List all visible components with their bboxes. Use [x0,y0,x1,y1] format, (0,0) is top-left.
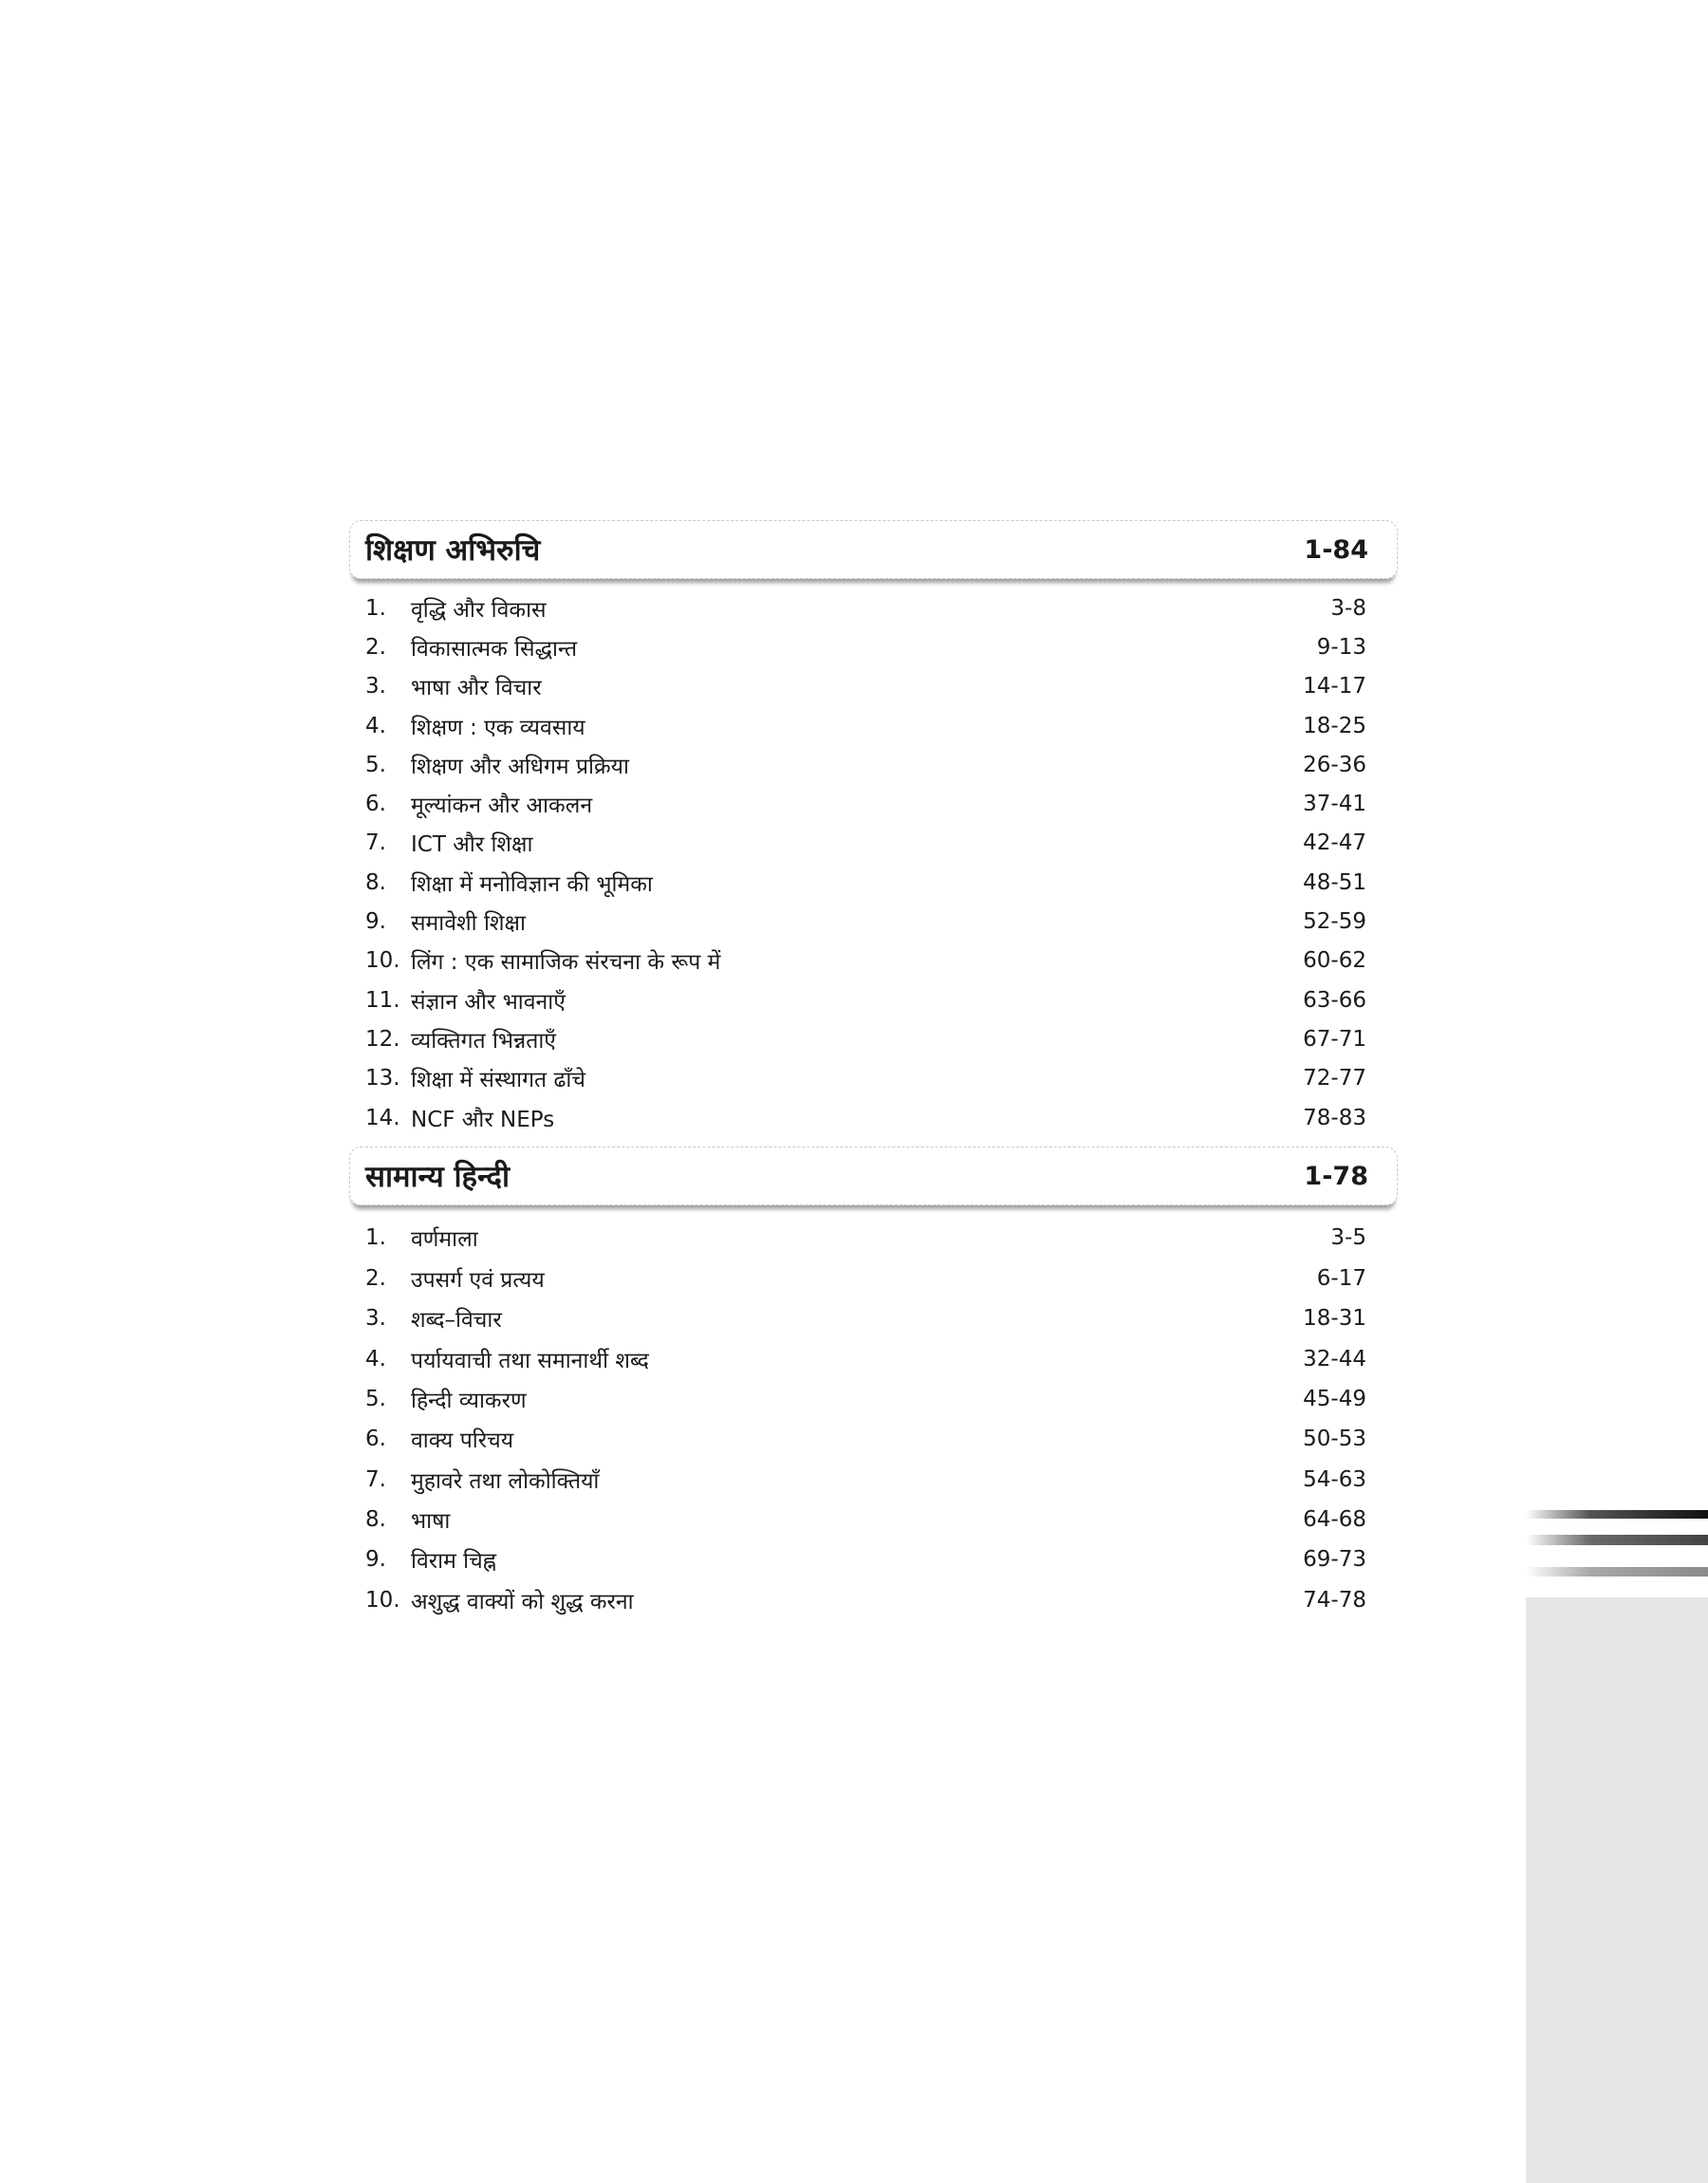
chapter-entry [349,1460,1398,1500]
chapter-title: शिक्षा में मनोविज्ञान की भूमिका [411,871,653,897]
decorative-bar [1526,1567,1708,1577]
chapter-title: विकासात्मक सिद्धान्त [411,636,578,662]
chapter-entry [349,1338,1398,1378]
chapter-entry [349,1500,1398,1539]
chapter-number: 5. [365,1386,386,1411]
chapter-pages: 50-53 [1303,1427,1366,1452]
chapter-number: 2. [365,1265,386,1291]
chapter-number: 2. [365,634,386,660]
section-header [349,520,1398,579]
chapter-pages: 60-62 [1303,948,1366,974]
chapter-entry [349,745,1398,784]
chapter-title: हिन्दी व्याकरण [411,1388,527,1413]
chapter-entry [349,980,1398,1019]
chapter-entry [349,1379,1398,1419]
chapter-entry [349,942,1398,980]
section-page-range: 1-78 [1304,1161,1368,1191]
section-title: सामान्य हिन्दी [365,1160,511,1195]
chapter-entry [349,667,1398,706]
chapter-number: 12. [365,1026,400,1052]
chapter-number: 13. [365,1066,400,1092]
chapter-title: विराम चिह्न [411,1549,497,1575]
chapter-pages: 18-31 [1303,1306,1366,1332]
chapter-number: 3. [365,1306,386,1332]
table-of-contents [349,520,1398,1620]
chapter-title: मूल्यांकन और आकलन [411,793,593,819]
chapter-entry [349,1059,1398,1098]
chapter-list [349,588,1398,1137]
chapter-number: 4. [365,1346,386,1371]
chapter-entry [349,1580,1398,1620]
chapter-title: ICT और शिक्षा [411,832,533,858]
chapter-number: 6. [365,792,386,817]
chapter-entry [349,1259,1398,1298]
chapter-entry [349,1298,1398,1338]
chapter-pages: 6-17 [1316,1265,1366,1291]
chapter-number: 8. [365,869,386,895]
chapter-pages: 78-83 [1303,1105,1366,1130]
chapter-pages: 52-59 [1303,909,1366,935]
decorative-bar [1526,1535,1708,1545]
chapter-title: भाषा [411,1509,451,1535]
chapter-title: शिक्षण और अधिगम प्रक्रिया [411,754,629,779]
chapter-number: 11. [365,987,400,1013]
chapter-pages: 45-49 [1303,1386,1366,1411]
chapter-number: 5. [365,752,386,777]
chapter-title: उपसर्ग एवं प्रत्यय [411,1267,545,1293]
chapter-title: संज्ञान और भावनाएँ [411,989,566,1015]
chapter-pages: 54-63 [1303,1466,1366,1492]
chapter-title: शब्द–विचार [411,1308,502,1334]
chapter-pages: 74-78 [1303,1587,1366,1613]
chapter-list [349,1218,1398,1620]
chapter-number: 1. [365,1225,386,1251]
chapter-pages: 37-41 [1303,792,1366,817]
chapter-number: 7. [365,1466,386,1492]
chapter-entry [349,588,1398,627]
chapter-pages: 3-8 [1330,595,1366,621]
chapter-title: मुहावरे तथा लोकोक्तियाँ [411,1468,600,1494]
chapter-pages: 69-73 [1303,1547,1366,1573]
chapter-number: 9. [365,1547,386,1573]
chapter-pages: 3-5 [1330,1225,1366,1251]
chapter-pages: 18-25 [1303,713,1366,738]
decorative-bar [1526,1510,1708,1519]
chapter-title: वर्णमाला [411,1227,478,1253]
chapter-pages: 9-13 [1316,634,1366,660]
section-header [349,1147,1398,1205]
chapter-number: 4. [365,713,386,738]
chapter-pages: 72-77 [1303,1066,1366,1092]
chapter-number: 10. [365,948,400,974]
chapter-entry [349,1218,1398,1258]
chapter-number: 10. [365,1587,400,1613]
chapter-pages: 14-17 [1303,674,1366,700]
chapter-number: 3. [365,674,386,700]
chapter-entry [349,784,1398,823]
chapter-title: व्यक्तिगत भिन्नताएँ [411,1028,556,1054]
chapter-number: 7. [365,830,386,856]
side-tab-panel [1526,1597,1708,2183]
chapter-entry [349,863,1398,902]
chapter-pages: 42-47 [1303,830,1366,856]
chapter-entry [349,902,1398,941]
section-page-range: 1-84 [1304,534,1368,565]
chapter-entry [349,824,1398,863]
chapter-pages: 32-44 [1303,1346,1366,1371]
chapter-title: पर्यायवाची तथा समानार्थी शब्द [411,1348,649,1373]
chapter-number: 9. [365,909,386,935]
toc-section-general-hindi [349,1147,1398,1620]
chapter-pages: 67-71 [1303,1026,1366,1052]
chapter-pages: 63-66 [1303,987,1366,1013]
chapter-number: 6. [365,1427,386,1452]
chapter-title: भाषा और विचार [411,676,542,701]
chapter-entry [349,1419,1398,1459]
chapter-pages: 26-36 [1303,752,1366,777]
chapter-title: लिंग : एक सामाजिक संरचना के रूप में [411,950,721,976]
section-title: शिक्षण अभिरुचि [365,533,541,568]
chapter-entry [349,706,1398,745]
chapter-number: 8. [365,1507,386,1533]
toc-section-teaching-aptitude [349,520,1398,1137]
chapter-title: अशुद्ध वाक्यों को शुद्ध करना [411,1589,634,1614]
chapter-pages: 48-51 [1303,869,1366,895]
chapter-entry [349,627,1398,666]
chapter-entry [349,1019,1398,1058]
chapter-title: वाक्य परिचय [411,1428,514,1454]
chapter-number: 14. [365,1105,400,1130]
chapter-title: NCF और NEPs [411,1107,555,1132]
chapter-title: समावेशी शिक्षा [411,911,527,937]
chapter-title: शिक्षण : एक व्यवसाय [411,715,585,740]
chapter-title: वृद्धि और विकास [411,597,547,623]
chapter-number: 1. [365,595,386,621]
chapter-pages: 64-68 [1303,1507,1366,1533]
chapter-entry [349,1098,1398,1137]
chapter-entry [349,1539,1398,1579]
chapter-title: शिक्षा में संस्थागत ढाँचे [411,1068,585,1093]
